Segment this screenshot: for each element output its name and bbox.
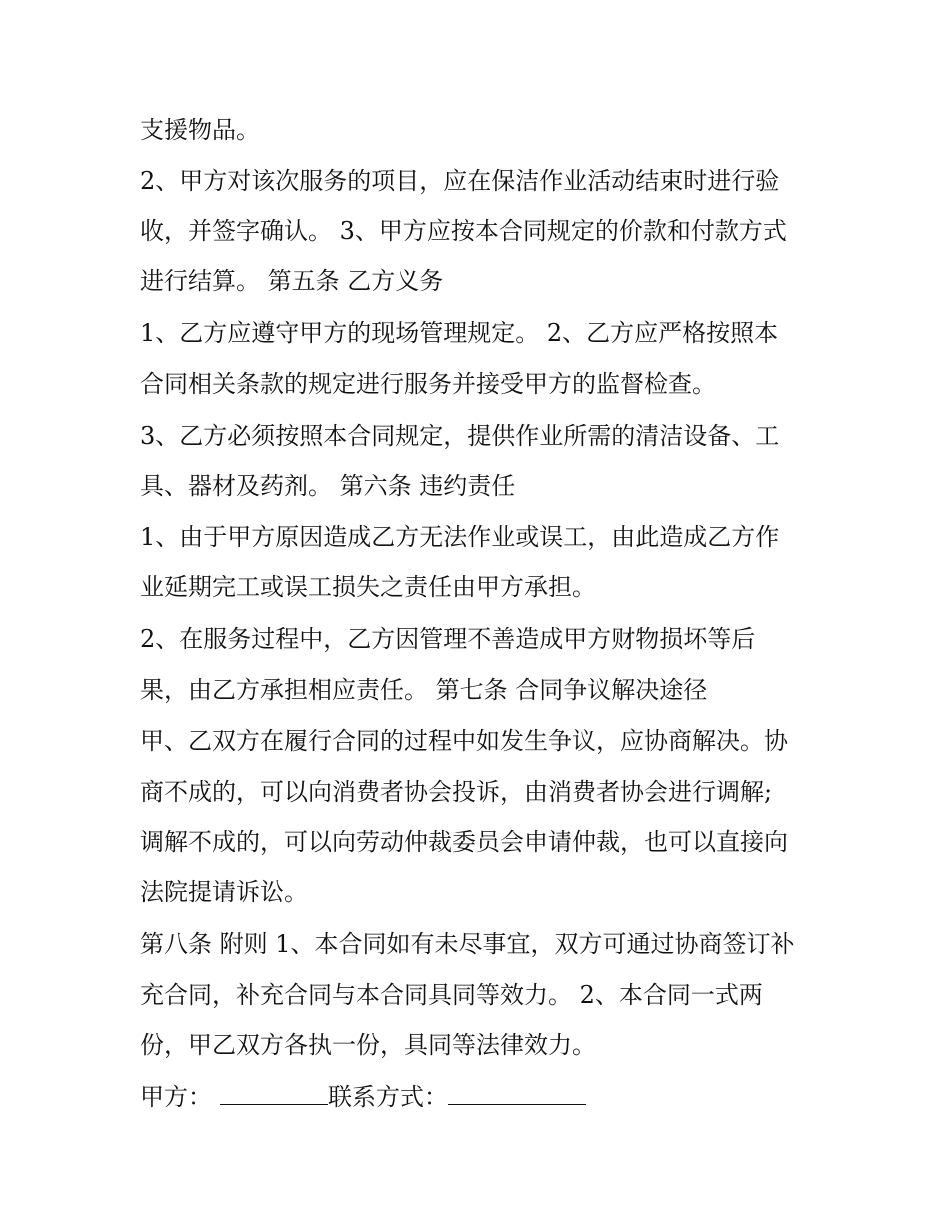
text-line: 2、在服务过程中，乙方因管理不善造成甲方财物损坏等后 — [140, 625, 756, 653]
text-line: 3、乙方必须按照本合同规定，提供作业所需的清洁设备、工 — [140, 422, 780, 450]
contact-label: 联系方式： — [328, 1083, 448, 1111]
text-line: 收，并签字确认。 3、甲方应按本合同规定的价款和付款方式 — [140, 217, 787, 245]
text-line: 具、器材及药剂。 第六条 违约责任 — [140, 472, 516, 500]
text-line: 商不成的，可以向消费者协会投诉，由消费者协会进行调解; — [140, 778, 773, 806]
text-line: 甲、乙双方在履行合同的过程中如发生争议，应协商解决。协 — [140, 727, 788, 755]
text-line: 支援物品。 — [140, 116, 260, 144]
party-a-blank — [220, 1082, 328, 1105]
text-line: 果，由乙方承担相应责任。 第七条 合同争议解决途径 — [140, 676, 708, 704]
party-a-label: 甲方： — [140, 1083, 212, 1111]
text-line: 1、由于甲方原因造成乙方无法作业或误工，由此造成乙方作 — [140, 523, 780, 551]
text-line: 进行结算。 第五条 乙方义务 — [140, 267, 444, 295]
text-line: 1、乙方应遵守甲方的现场管理规定。 2、乙方应严格按照本 — [140, 319, 779, 347]
text-line: 第八条 附则 1、本合同如有未尽事宜，双方可通过协商签订补 — [140, 930, 795, 958]
text-line: 业延期完工或误工损失之责任由甲方承担。 — [140, 573, 596, 601]
contact-blank — [448, 1082, 586, 1105]
text-line: 2、甲方对该次服务的项目，应在保洁作业活动结束时进行验 — [140, 167, 780, 195]
text-line: 调解不成的，可以向劳动仲裁委员会申请仲裁，也可以直接向 — [140, 828, 788, 856]
signature-line — [140, 1082, 586, 1112]
text-line: 充合同，补充合同与本合同具同等效力。 2、本合同一式两 — [140, 981, 763, 1009]
text-line: 法院提请诉讼。 — [140, 878, 308, 906]
text-line: 合同相关条款的规定进行服务并接受甲方的监督检查。 — [140, 370, 716, 398]
text-line: 份，甲乙双方各执一份，具同等法律效力。 — [140, 1031, 596, 1059]
